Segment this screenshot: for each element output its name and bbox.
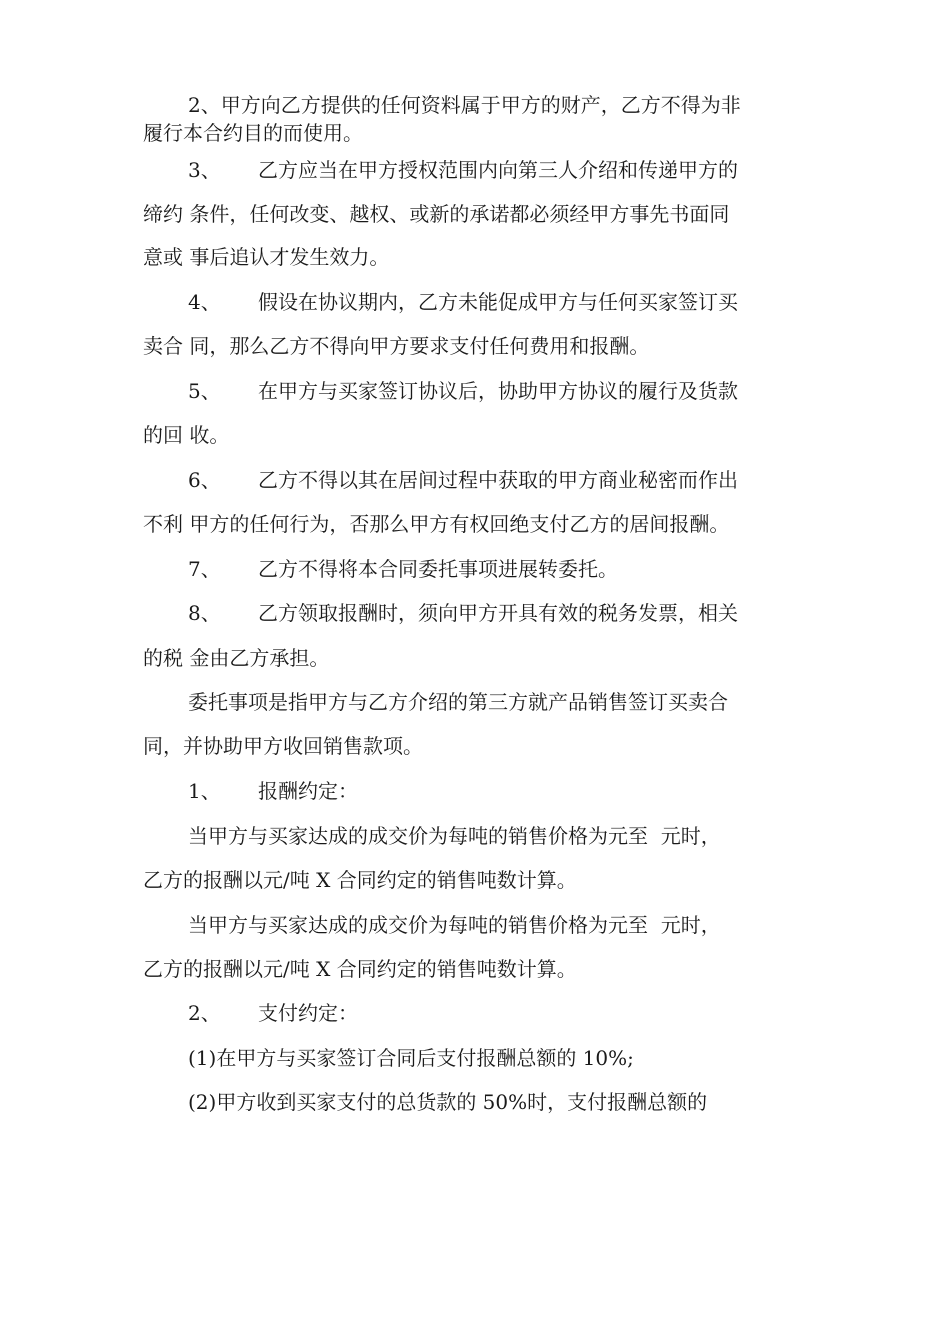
para-2-line-1: [188, 157, 738, 183]
para-3-number: 4、: [188, 290, 221, 314]
para-7-line-2: 的税 金由乙方承担。: [143, 646, 330, 670]
para-11-line-1: 当甲方与买家达成的成交价为每吨的销售价格为元至 元时，: [188, 913, 721, 937]
para-12-text: 支付约定：: [258, 1001, 358, 1025]
para-3-line-1: [188, 289, 738, 315]
para-8-line-2: 同，并协助甲方收回销售款项。: [143, 734, 423, 758]
para-9-line-1: [188, 778, 358, 804]
para-10-line-1: 当甲方与买家达成的成交价为每吨的销售价格为元至 元时，: [188, 824, 721, 848]
para-7-number: 8、: [188, 601, 221, 625]
para-7-text: 乙方领取报酬时，须向甲方开具有效的税务发票，相关: [258, 601, 738, 625]
para-5-line-1: [188, 467, 738, 493]
para-6-line-1: [188, 556, 618, 582]
para-2-line-2: 缔约 条件，任何改变、越权、或新的承诺都必须经甲方事先书面同: [143, 202, 730, 226]
para-5-number: 6、: [188, 468, 221, 492]
para-2-number: 3、: [188, 158, 221, 182]
para-4-line-1: [188, 378, 738, 404]
para-5-text: 乙方不得以其在居间过程中获取的甲方商业秘密而作出: [258, 468, 738, 492]
para-8-line-1: 委托事项是指甲方与乙方介绍的第三方就产品销售签订买卖合: [188, 690, 728, 714]
para-6-text: 乙方不得将本合同委托事项进展转委托。: [258, 557, 618, 581]
para-7-line-1: [188, 600, 738, 626]
para-5-line-2: 不利 甲方的任何行为，否那么甲方有权回绝支付乙方的居间报酬。: [143, 512, 730, 536]
para-12-line-1: [188, 1000, 358, 1026]
para-1-line-1: 2、甲方向乙方提供的任何资料属于甲方的财产，乙方不得为非: [188, 93, 741, 117]
para-10-line-2: 乙方的报酬以元/吨 X 合同约定的销售吨数计算。: [143, 868, 577, 892]
para-11-line-2: 乙方的报酬以元/吨 X 合同约定的销售吨数计算。: [143, 957, 577, 981]
para-3-text: 假设在协议期内，乙方未能促成甲方与任何买家签订买: [258, 290, 738, 314]
para-1-line-2: 履行本合约目的而使用。: [143, 121, 363, 145]
para-2-text: 乙方应当在甲方授权范围内向第三人介绍和传递甲方的: [258, 158, 738, 182]
para-4-line-2: 的回 收。: [143, 423, 230, 447]
para-9-text: 报酬约定：: [258, 779, 358, 803]
para-4-number: 5、: [188, 379, 221, 403]
para-2-line-3: 意或 事后追认才发生效力。: [143, 245, 390, 269]
para-3-line-2: 卖合 同，那么乙方不得向甲方要求支付任何费用和报酬。: [143, 334, 650, 358]
para-4-text: 在甲方与买家签订协议后，协助甲方协议的履行及货款: [258, 379, 738, 403]
para-6-number: 7、: [188, 557, 221, 581]
para-13-line-1: (1)在甲方与买家签订合同后支付报酬总额的 10%;: [188, 1046, 634, 1070]
para-14-line-1: (2)甲方收到买家支付的总货款的 50%时，支付报酬总额的: [188, 1090, 708, 1114]
para-12-number: 2、: [188, 1001, 221, 1025]
para-9-number: 1、: [188, 779, 221, 803]
